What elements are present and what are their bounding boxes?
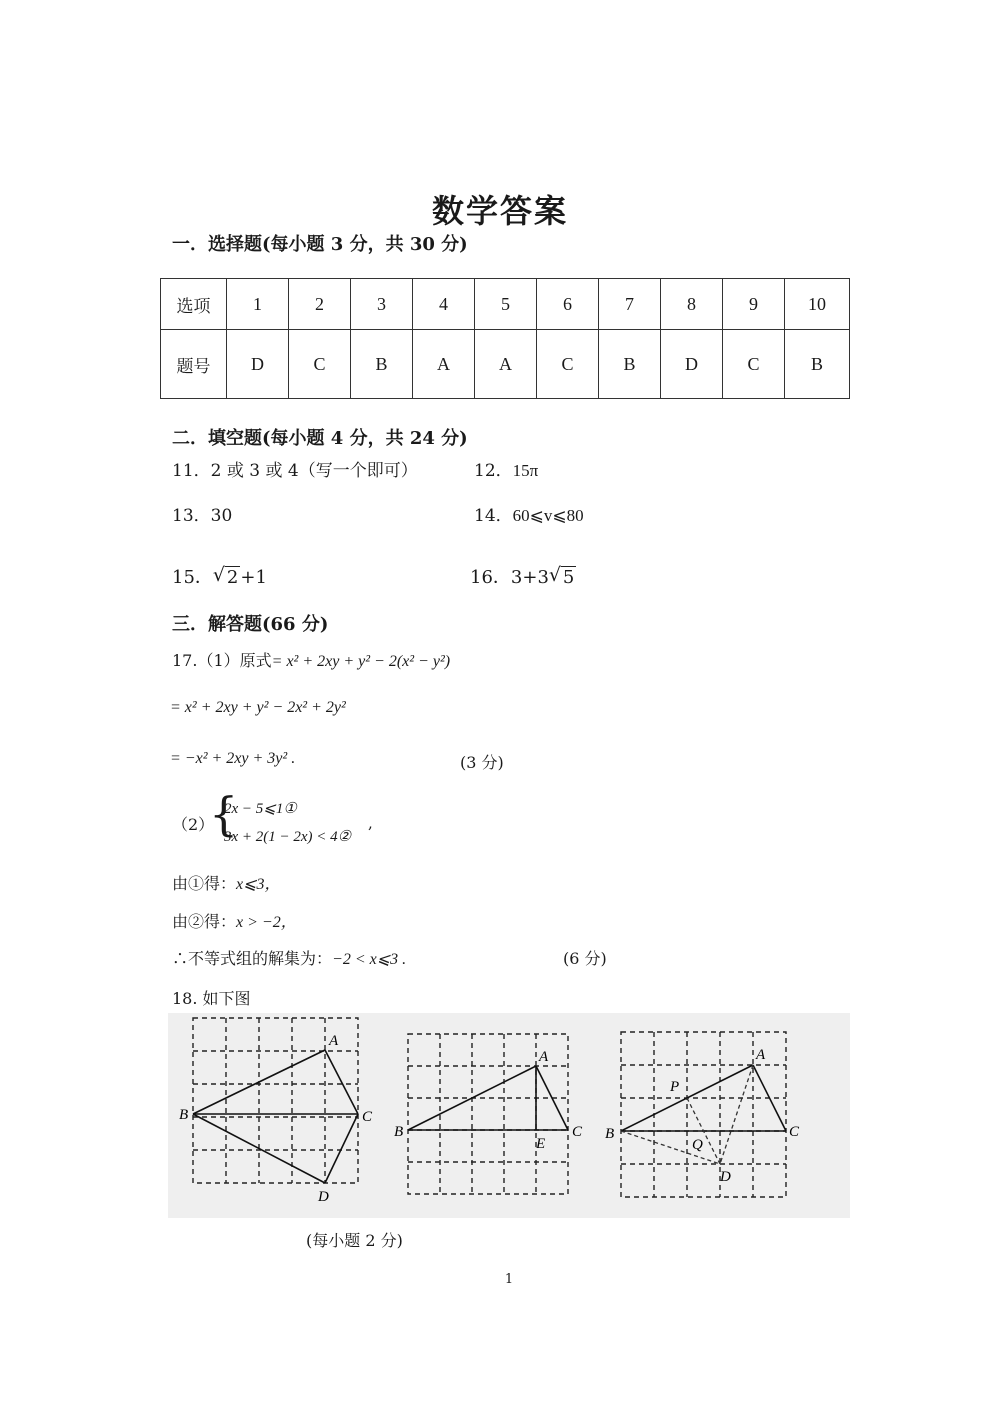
table-cell: A <box>475 330 537 399</box>
row1-header: 选项 <box>161 279 227 330</box>
table-cell: 6 <box>537 279 599 330</box>
score-note: (每小题 2 分) <box>306 1231 403 1250</box>
figure-2 <box>394 1034 583 1194</box>
table-cell: C <box>723 330 785 399</box>
sqrt-icon: √ <box>548 564 562 586</box>
radicand: 2 <box>226 567 239 588</box>
label-C: C <box>572 1124 583 1140</box>
step-result: x > −2， <box>236 914 297 931</box>
inequality-1: 2x − 5⩽1① <box>224 801 297 817</box>
label-D: D <box>318 1189 329 1205</box>
answer-table <box>160 278 850 399</box>
label-A: A <box>539 1049 549 1065</box>
table-cell: 1 <box>227 279 289 330</box>
table-cell: D <box>661 330 723 399</box>
sqrt-icon: √ <box>212 564 226 586</box>
table-cell: 8 <box>661 279 723 330</box>
sqrt-expression <box>212 564 240 588</box>
question-number: 11． <box>172 461 211 481</box>
answer-13 <box>172 501 232 526</box>
answer-text: +1 <box>240 567 267 588</box>
q17-step3 <box>172 946 406 969</box>
page-title: 数学答案 <box>431 192 568 230</box>
expression: = x² + 2xy + y² − 2(x² − y²) <box>271 653 451 670</box>
answer-text: 15π <box>512 461 539 480</box>
q17-label: 17.（1）原式 <box>172 651 272 670</box>
score-note: (6 分) <box>563 949 607 968</box>
table-cell: 10 <box>785 279 850 330</box>
figure-panel <box>168 1013 850 1218</box>
step-label: 由①得： <box>172 874 237 893</box>
table-cell: 7 <box>599 279 661 330</box>
step-result: −2 < x⩽3 . <box>332 951 407 968</box>
page-number: 1 <box>504 1272 514 1287</box>
table-cell: 4 <box>413 279 475 330</box>
section2-heading: 二．填空题(每小题 4 分，共 24 分) <box>172 428 468 449</box>
table-cell: B <box>599 330 661 399</box>
q17-step2 <box>172 909 297 932</box>
table-cell: 5 <box>475 279 537 330</box>
label-C: C <box>362 1109 373 1125</box>
question-number: 12． <box>474 461 513 481</box>
table-row <box>161 279 850 330</box>
label-A: A <box>756 1047 766 1063</box>
answer-text: 2 或 3 或 4（写一个即可） <box>210 461 418 481</box>
section3-heading: 三．解答题(66 分) <box>172 614 329 635</box>
q17-part2-label: （2） <box>172 815 215 834</box>
answer-15 <box>172 563 267 589</box>
answer-text: 3+3 <box>510 567 549 588</box>
q18-label: 18. 如下图 <box>172 989 251 1008</box>
label-D: D <box>720 1169 731 1185</box>
table-cell: B <box>785 330 850 399</box>
label-B: B <box>605 1126 615 1142</box>
answer-text: 60⩽v⩽80 <box>512 506 584 525</box>
label-E: E <box>536 1136 546 1152</box>
q17-step1 <box>172 871 281 894</box>
brace-icon: { <box>209 787 239 841</box>
label-B: B <box>394 1124 404 1140</box>
figure-3 <box>605 1032 800 1197</box>
section1-heading: 一．选择题(每小题 3 分，共 30 分) <box>172 234 468 255</box>
step-label: 由②得： <box>172 912 237 931</box>
answer-text: 30 <box>210 506 233 526</box>
table-cell: 2 <box>289 279 351 330</box>
question-number: 15． <box>172 567 213 588</box>
row2-header: 题号 <box>161 330 227 399</box>
question-number: 13． <box>172 506 211 526</box>
answer-14 <box>474 501 584 526</box>
score-note: (3 分) <box>460 753 504 772</box>
table-cell: C <box>537 330 599 399</box>
answer-11 <box>172 456 418 481</box>
label-C: C <box>789 1124 800 1140</box>
table-cell: C <box>289 330 351 399</box>
geometry-figures <box>168 1013 850 1218</box>
table-cell: B <box>351 330 413 399</box>
step-label: ∴不等式组的解集为： <box>172 949 333 968</box>
radicand: 5 <box>562 567 575 588</box>
answer-12 <box>474 456 538 481</box>
table-cell: 3 <box>351 279 413 330</box>
q17-line3: = −x² + 2xy + 3y² . <box>170 750 296 767</box>
question-number: 14． <box>474 506 513 526</box>
table-cell: 9 <box>723 279 785 330</box>
step-result: x⩽3， <box>236 876 281 893</box>
sqrt-expression <box>548 564 576 588</box>
q17-line1 <box>172 648 450 671</box>
system-comma: , <box>368 814 373 832</box>
inequality-2: 3x + 2(1 − 2x) < 4② <box>224 829 352 845</box>
table-cell: A <box>413 330 475 399</box>
question-number: 16． <box>470 567 511 588</box>
table-row <box>161 330 850 399</box>
figure-1 <box>179 1018 373 1205</box>
label-B: B <box>179 1107 189 1123</box>
q17-line2: = x² + 2xy + y² − 2x² + 2y² <box>170 699 346 716</box>
table-cell: D <box>227 330 289 399</box>
label-P: P <box>670 1079 680 1095</box>
label-Q: Q <box>692 1137 703 1153</box>
label-A: A <box>329 1033 339 1049</box>
answer-16 <box>470 563 576 589</box>
